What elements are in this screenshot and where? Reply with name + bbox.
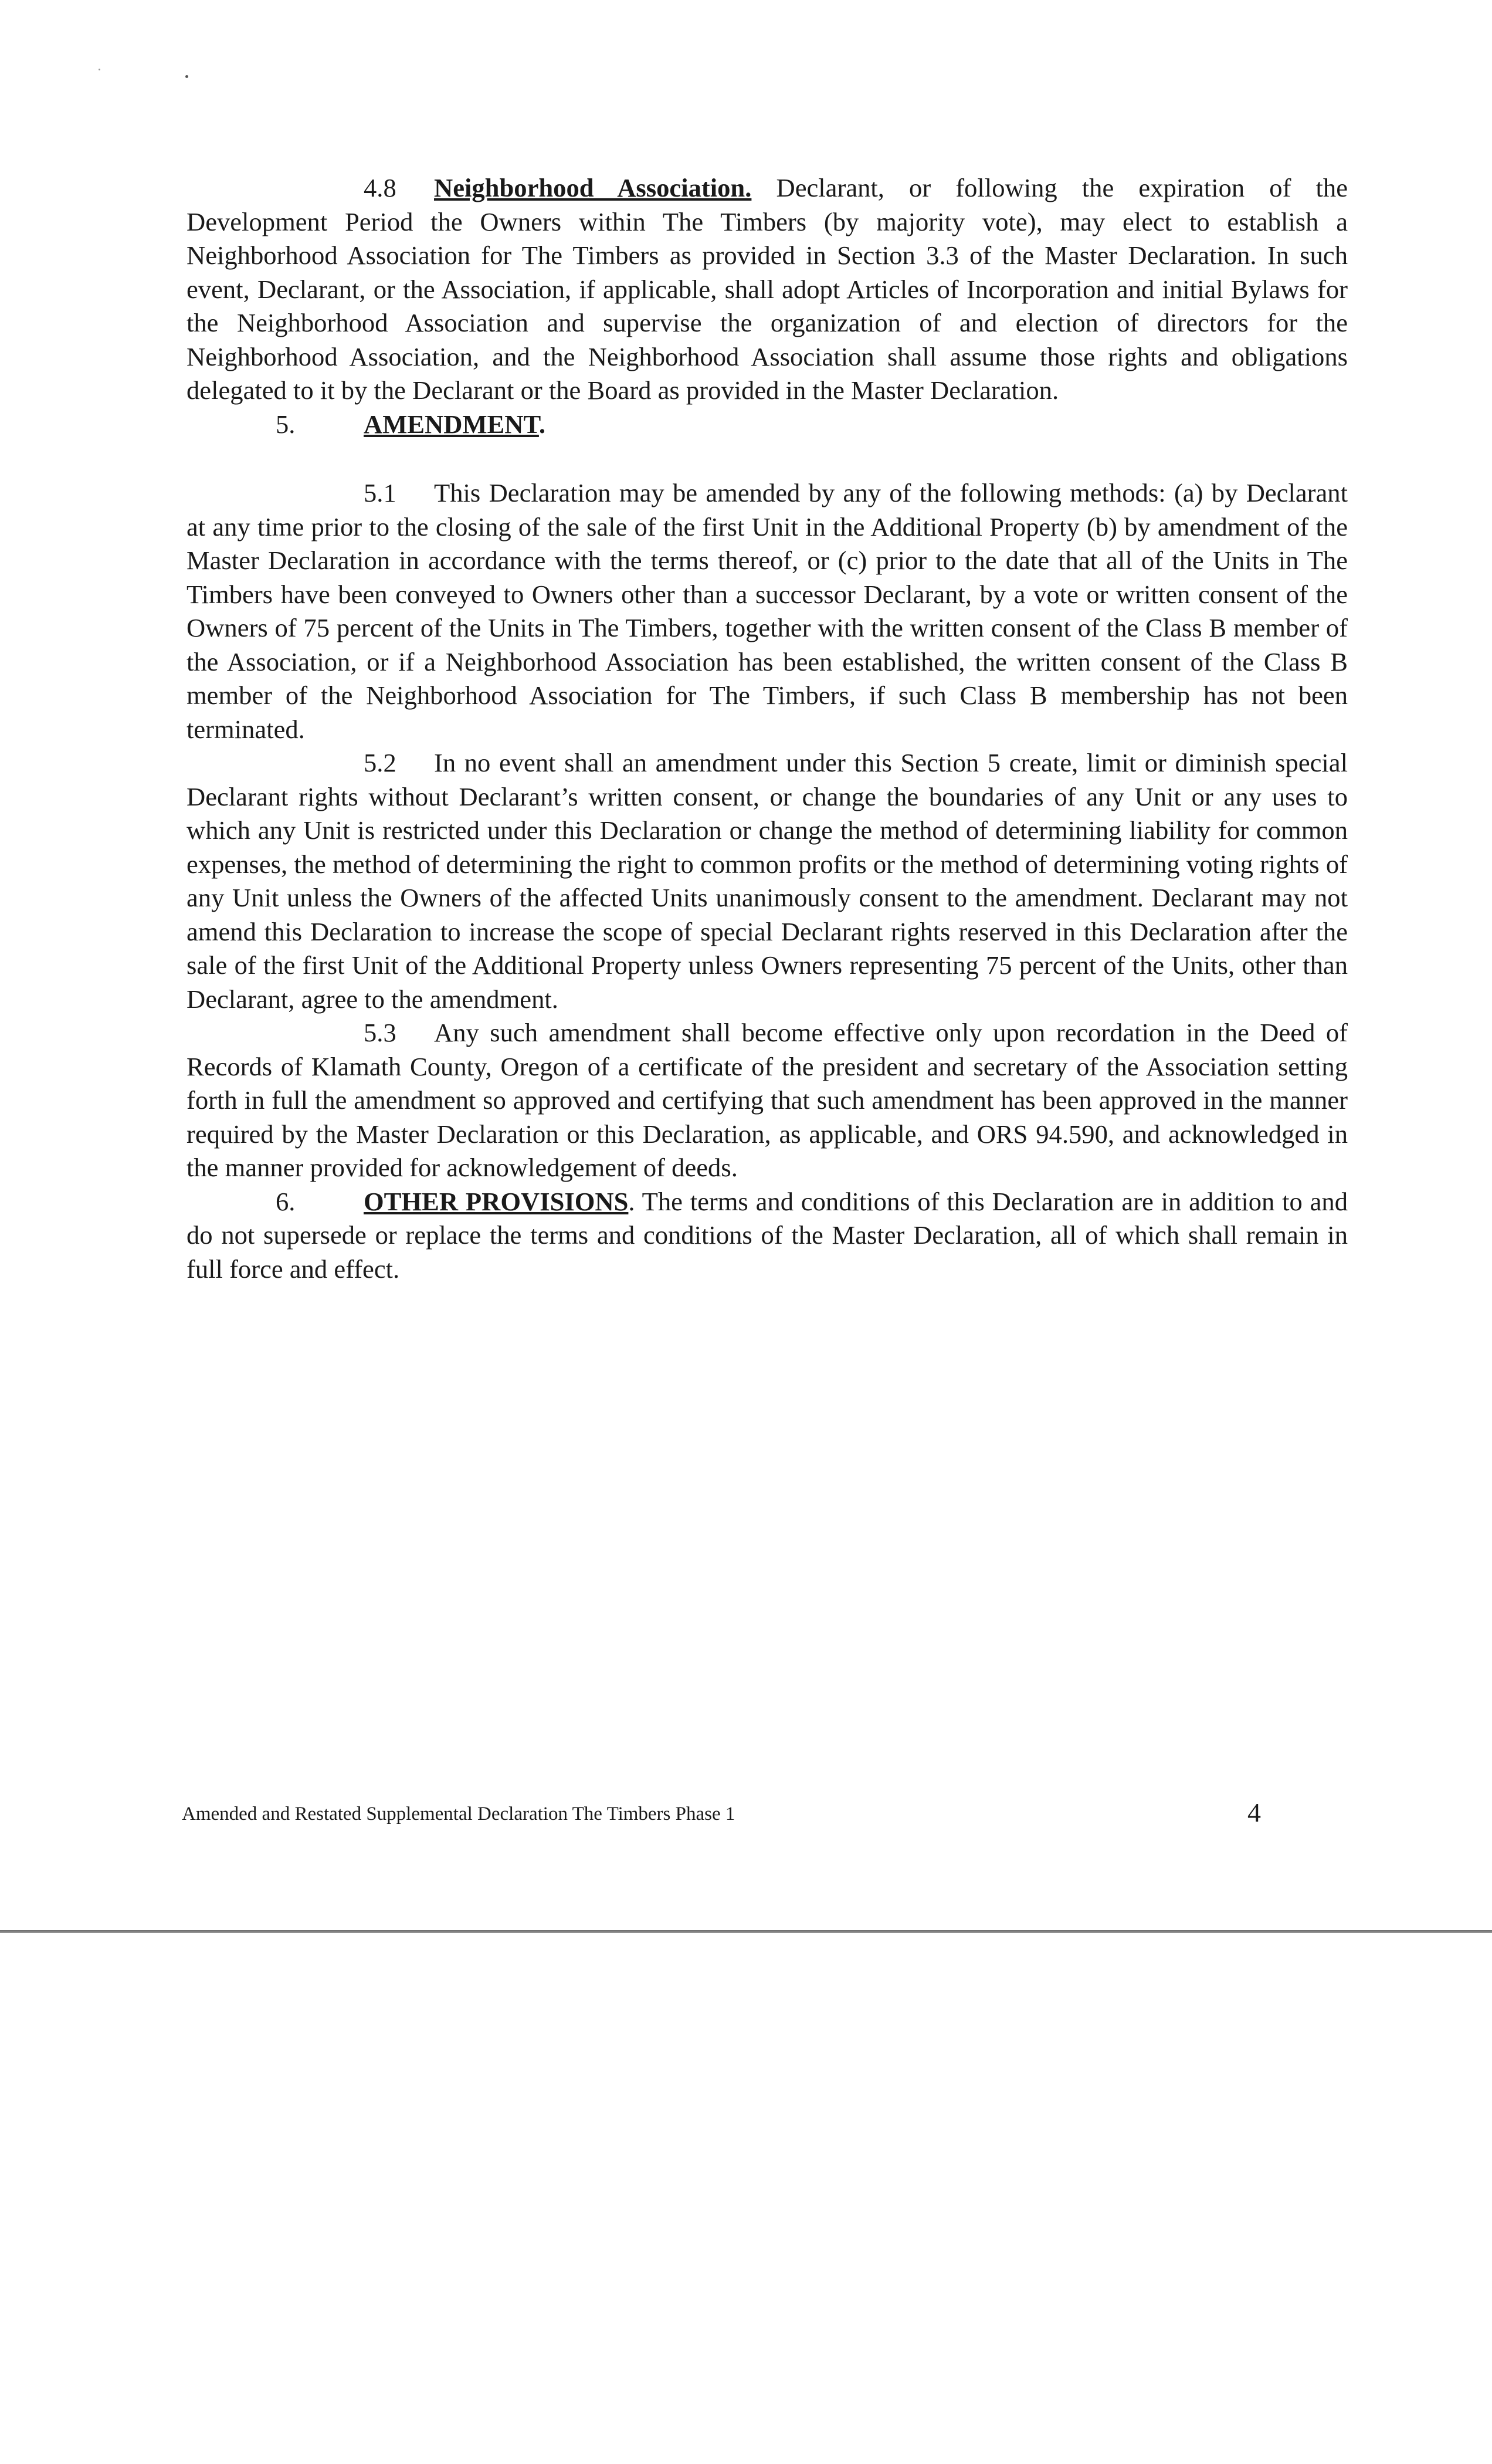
section-5-number: 5. — [276, 409, 296, 439]
section-6-number: 6. — [276, 1186, 296, 1216]
section-5-3-number: 5.3 — [364, 1018, 396, 1047]
section-5-3-paragraph — [186, 1016, 1348, 1185]
footer-page-number: 4 — [1247, 1798, 1261, 1827]
section-5-1-text: This Declaration may be amended by any of the following methods: (a) by Declarant at any time prior to the closing of the sale of the first Unit in the Additional Property (b) by amendment of the Master Declaration in accordance with the terms thereof, or (c) prior to the date that all of the Units in The Timbers have been conveyed to Owners other than a successor Declarant, by a vote or written consent of the Owners of 75 percent of the Units in The Timbers, together with the written consent of the Class B member of the Association, or if a Neighborhood Association has been established, the written consent of the Class B member of the Neighborhood Association for The Timbers, if such Class B membership has not been terminated. — [186, 478, 1348, 744]
section-5-1-number: 5.1 — [364, 478, 396, 507]
section-4-8-paragraph — [186, 171, 1348, 408]
section-5-1-paragraph — [186, 476, 1348, 746]
section-6-heading: OTHER PROVISIONS — [364, 1186, 629, 1216]
section-4-8-text: Declarant, or following the expiration of the Development Period the Owners within The Timbers (by majority vote), may elect to establish a Neighborhood Association for The Timbers as provided in Section 3.3 of the Master Declaration. In such event, Declarant, or the Association, if applicable, shall adopt Articles of Incorporation and initial Bylaws for the Neighborhood Association and supervise the organization of and election of directors for the Neighborhood Association, and the Neighborhood Association shall assume those rights and obligations delegated to it by the Declarant or the Board as provided in the Master Declaration. — [186, 173, 1348, 405]
section-5-heading-suffix: . — [538, 409, 546, 439]
scan-speck — [99, 69, 100, 70]
section-5-2-number: 5.2 — [364, 748, 396, 777]
footer-document-title: Amended and Restated Supplemental Declaration The Timbers Phase 1 — [182, 1803, 735, 1825]
scan-speck — [185, 75, 188, 78]
section-4-8-heading: Neighborhood Association. — [434, 173, 752, 202]
document-body — [186, 171, 1348, 1286]
section-6-paragraph — [186, 1185, 1348, 1287]
section-5-3-text: Any such amendment shall become effective only upon recordation in the Deed of Records of Klamath County, Oregon of a certificate of the president and secretary of the Association setting forth in full the amendment so approved and certifying that such amendment has been approved in the manner required by the Master Declaration or this Declaration, as applicable, and ORS 94.590, and acknowledged in the manner provided for acknowledgement of deeds. — [186, 1018, 1348, 1182]
section-5-2-text: In no event shall an amendment under this Section 5 create, limit or diminish special Declarant rights without Declarant’s written consent, or change the boundaries of any Unit or any uses to which any Unit is restricted under this Declaration or change the method of determining liability for common expenses, the method of determining the right to common profits or the method of determining voting rights of any Unit unless the Owners of the affected Units unanimously consent to the amendment. Declarant may not amend this Declaration to increase the scope of special Declarant rights reserved in this Declaration after the sale of the first Unit of the Additional Property unless Owners representing 75 percent of the Units, other than Declarant, agree to the amendment. — [186, 748, 1348, 1014]
section-5-2-paragraph — [186, 746, 1348, 1016]
section-4-8-number: 4.8 — [364, 173, 396, 202]
section-5-heading: AMENDMENT — [364, 409, 539, 439]
section-5-heading-line — [186, 408, 1348, 442]
section-6-text: . The terms and conditions of this Declaration are in addition to and do not supersede or replace the terms and conditions of the Master Declaration, all of which shall remain in full force and effect. — [186, 1186, 1348, 1284]
scan-edge-line — [0, 1930, 1492, 1933]
